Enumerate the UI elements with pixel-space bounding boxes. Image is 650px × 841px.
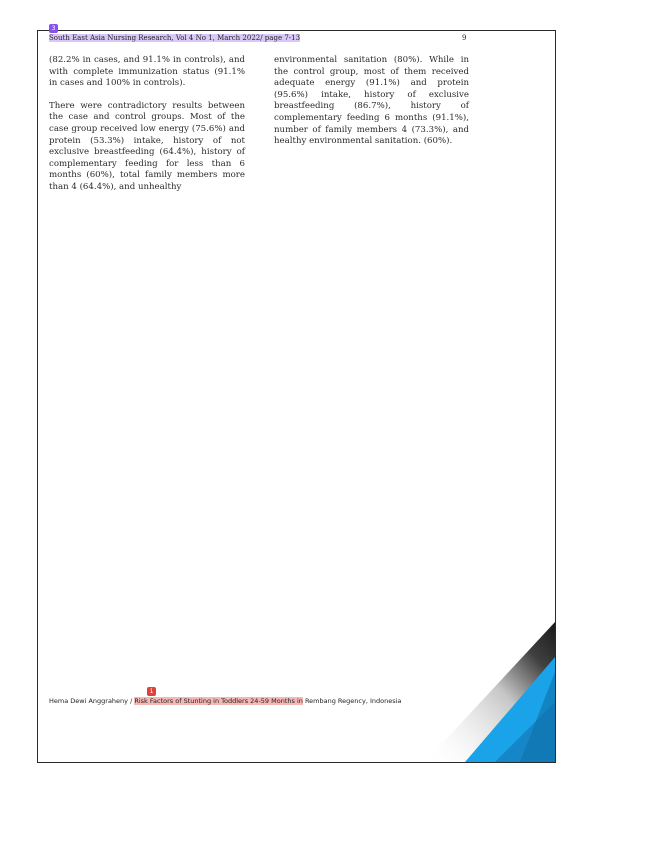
left-paragraph-1: (82.2% in cases, and 91.1% in controls), and with complete immunization status (91.1% in cases and 100% in controls). (49, 55, 245, 89)
annotation-tag-1: 1 (147, 687, 156, 696)
page-footer (49, 697, 469, 705)
footer-author: Hema Dewi Anggraheny / (49, 697, 135, 705)
footer-title-highlight-1: Risk Factors of Stunting in Toddlers (134, 697, 251, 705)
right-paragraph-1: environmental sanitation (80%). While in the control group, most of them received adequate energy (91.1%) and protein (95.6%) intake, history of exclusive breastfeeding (86.7%), history of complementary feeding 6 months (91.1%), number of family members 4 (73.3%), and healthy environmental sanitation. (60%). (274, 55, 469, 147)
running-head (49, 34, 469, 42)
journal-citation: South East Asia Nursing Research, Vol 4 No 1, March 2022/ page 7-13 (49, 34, 301, 42)
page-corner-decoration (425, 602, 555, 762)
right-column (274, 55, 469, 159)
footer-title-rest: Rembang Regency, Indonesia (302, 697, 402, 705)
annotation-tag-3: 3 (49, 24, 58, 33)
left-paragraph-2: There were contradictory results between the case and control groups. Most of the case group received low energy (75.6%) and protein (53.3%) intake, history of not exclusive breastfeeding (64.4%), history of complementary feeding for less than 6 months (60%), total family members more than 4 (64.4%), and unhealthy (49, 100, 245, 192)
page-number: 9 (462, 34, 467, 42)
left-column (49, 55, 245, 205)
footer-title-highlight-2: 24-59 Months in (250, 697, 303, 705)
